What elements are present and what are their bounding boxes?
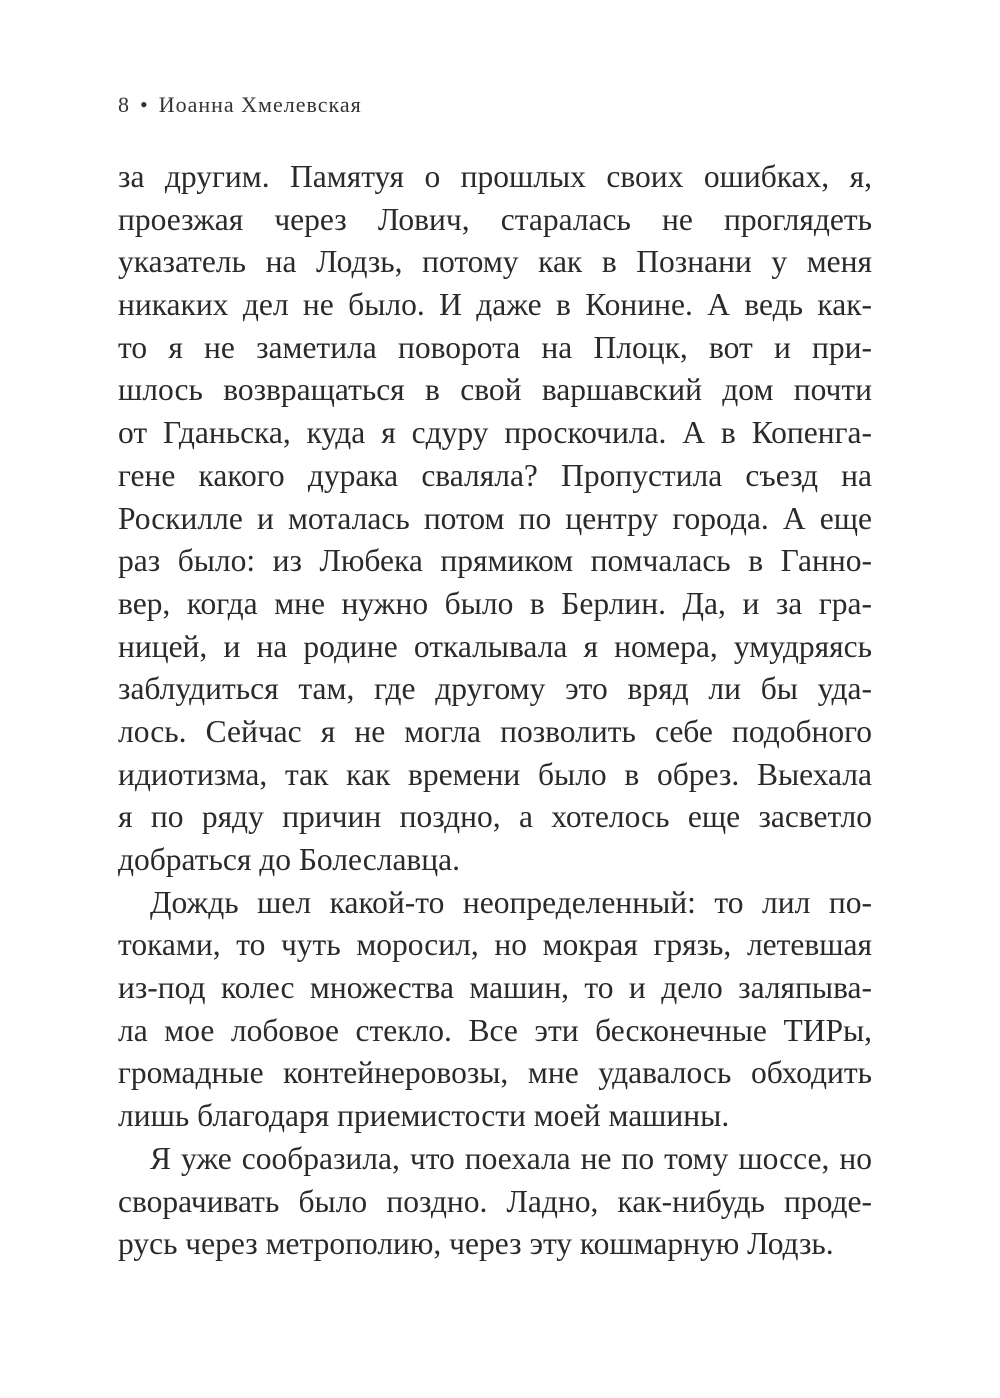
text-line: ницей, и на родине откалывала я номера, умудряясь [118, 628, 872, 664]
text-line: я по ряду причин поздно, а хотелось еще засветло [118, 799, 872, 835]
text-line: ла мое лобовое стекло. Все эти бесконечные ТИРы, [118, 1012, 872, 1048]
page-number: 8 [118, 92, 130, 117]
text-line: лось. Сейчас я не могла позволить себе подобного [118, 713, 872, 749]
author-name: Иоанна Хмелевская [158, 92, 362, 117]
text-line: то я не заметила поворота на Плоцк, вот и при- [118, 329, 872, 365]
header-separator: • [140, 92, 149, 117]
paragraph [118, 882, 872, 1138]
text-line: громадные контейнеровозы, мне удавалось обходить [118, 1055, 872, 1091]
text-line: от Гданьска, куда я сдуру проскочила. А в Копенга- [118, 415, 872, 451]
text-line: русь через метрополию, через эту кошмарную Лодзь. [118, 1226, 834, 1262]
text-line: указатель на Лодзь, потому как в Познани у меня [118, 244, 872, 280]
text-line: Дождь шел какой-то неопределенный: то лил по- [150, 884, 872, 920]
text-line: проезжая через Лович, старалась не проглядеть [118, 201, 872, 237]
text-line: из-под колес множества машин, то и дело заляпыва- [118, 970, 872, 1006]
text-line: раз было: из Любека прямиком помчалась в Ганно- [118, 543, 872, 579]
text-line: гене какого дурака сваляла? Пропустила съезд на [118, 457, 872, 493]
paragraph [118, 1138, 872, 1266]
page-body-text [118, 156, 872, 1266]
text-line: Роскилле и моталась потом по центру города. А еще [118, 500, 872, 536]
text-line: вер, когда мне нужно было в Берлин. Да, и за гра- [118, 585, 872, 621]
text-line: Я уже сообразила, что поехала не по тому шоссе, но [150, 1140, 872, 1176]
text-line: сворачивать было поздно. Ладно, как-нибудь проде- [118, 1183, 872, 1219]
paragraph [118, 156, 872, 882]
text-line: шлось возвращаться в свой варшавский дом почти [118, 372, 872, 408]
text-line: добраться до Болеславца. [118, 842, 461, 877]
running-header [118, 92, 362, 118]
text-line: лишь благодаря приемистости моей машины. [118, 1098, 730, 1134]
text-line: идиотизма, так как времени было в обрез. Выехала [118, 756, 872, 792]
text-line: токами, то чуть моросил, но мокрая грязь, летевшая [118, 927, 872, 963]
text-line: за другим. Памятуя о прошлых своих ошибках, я, [118, 159, 872, 194]
text-line: заблудиться там, где другому это вряд ли бы уда- [118, 671, 872, 707]
text-line: никаких дел не было. И даже в Конине. А ведь как- [118, 287, 872, 323]
